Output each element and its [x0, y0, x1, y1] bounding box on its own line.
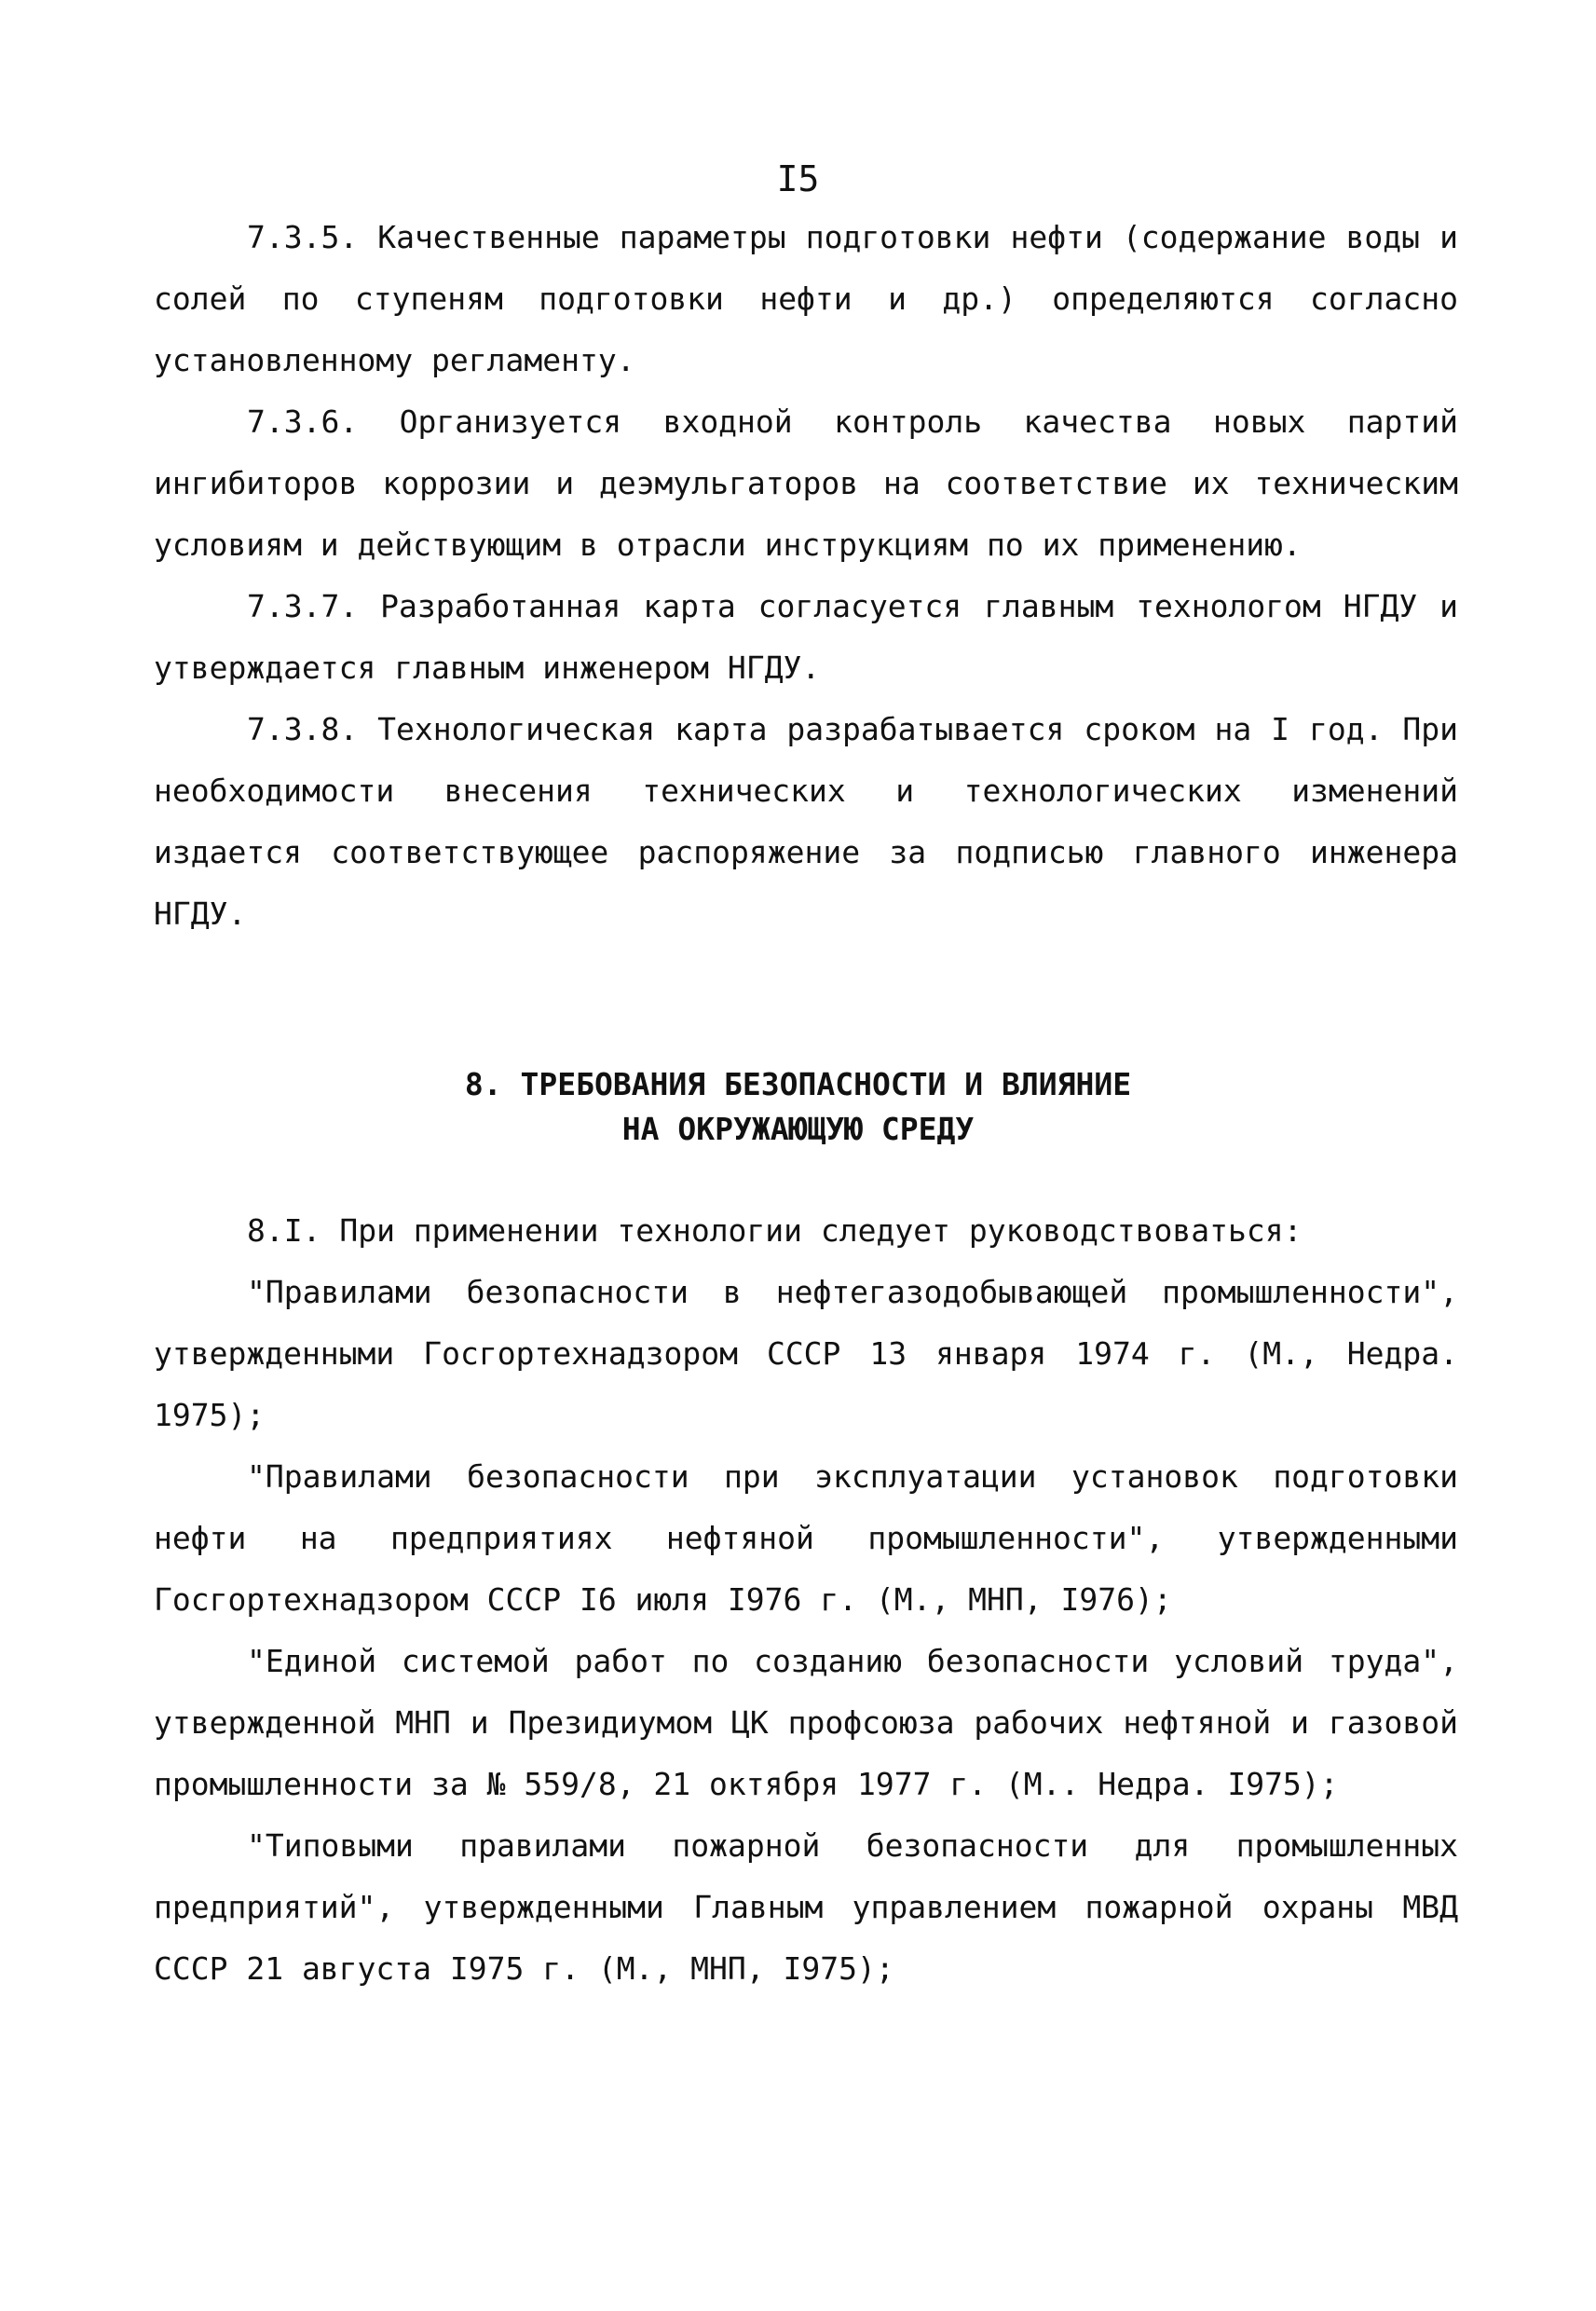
section-7-text: [154, 158, 1458, 945]
paragraph-7-3-6: 7.3.6. Организуется входной контроль качества новых партий ингибиторов коррозии и деэмульгаторов на соответствие их техническим условиям и действующим в отрасли инструкциям по их применению.: [154, 403, 1458, 563]
paragraph-7-3-8: 7.3.8. Технологическая карта разрабатывается сроком на I год. При необходимости внесения технических и технологических изменений издается соответствующее распоряжение за подписью главного инженера НГДУ.: [154, 711, 1458, 932]
page-number: I5: [776, 158, 820, 199]
paragraph-7-3-7: 7.3.7. Разработанная карта согласуется главным технологом НГДУ и утверждается главным инженером НГДУ.: [154, 588, 1458, 686]
paragraph-unified-system: "Единой системой работ по созданию безопасности условий труда", утвержденной МНП и Президиумом ЦК профсоюза рабочих нефтяной и газовой промышленности за № 559/8, 21 октября 1977 г. (М.. Недра. I975);: [154, 1643, 1458, 1802]
section-8-heading-line-1: 8. ТРЕБОВАНИЯ БЕЗОПАСНОСТИ И ВЛИЯНИЕ: [464, 1066, 1132, 1102]
section-8-text: [154, 1200, 1458, 2000]
paragraph-8-1: 8.I. При применении технологии следует руководствоваться:: [247, 1212, 1303, 1249]
paragraph-rules-oil-gas: "Правилами безопасности в нефтегазодобывающей промышленности", утвержденными Госгортехнадзором СССР 13 января 1974 г. (М., Недра. 1975);: [154, 1274, 1458, 1433]
paragraph-fire-safety: "Типовыми правилами пожарной безопасности для промышленных предприятий", утвержденными Главным управлением пожарной охраны МВД СССР 21 августа I975 г. (М., МНП, I975);: [154, 1827, 1458, 1987]
paragraph-rules-oil-preparation: "Правилами безопасности при эксплуатации установок подготовки нефти на предприятиях нефтяной промышленности", утвержденными Госгортехнадзором СССР I6 июля I976 г. (М., МНП, I976);: [154, 1458, 1458, 1618]
paragraph-7-3-5: 7.3.5. Качественные параметры подготовки нефти (содержание воды и солей по ступеням подготовки нефти и др.) определяются согласно установленному регламенту.: [154, 219, 1458, 378]
section-8-heading-line-2: НА ОКРУЖАЮЩУЮ СРЕДУ: [621, 1111, 975, 1147]
section-8-heading: [0, 1062, 1596, 1152]
